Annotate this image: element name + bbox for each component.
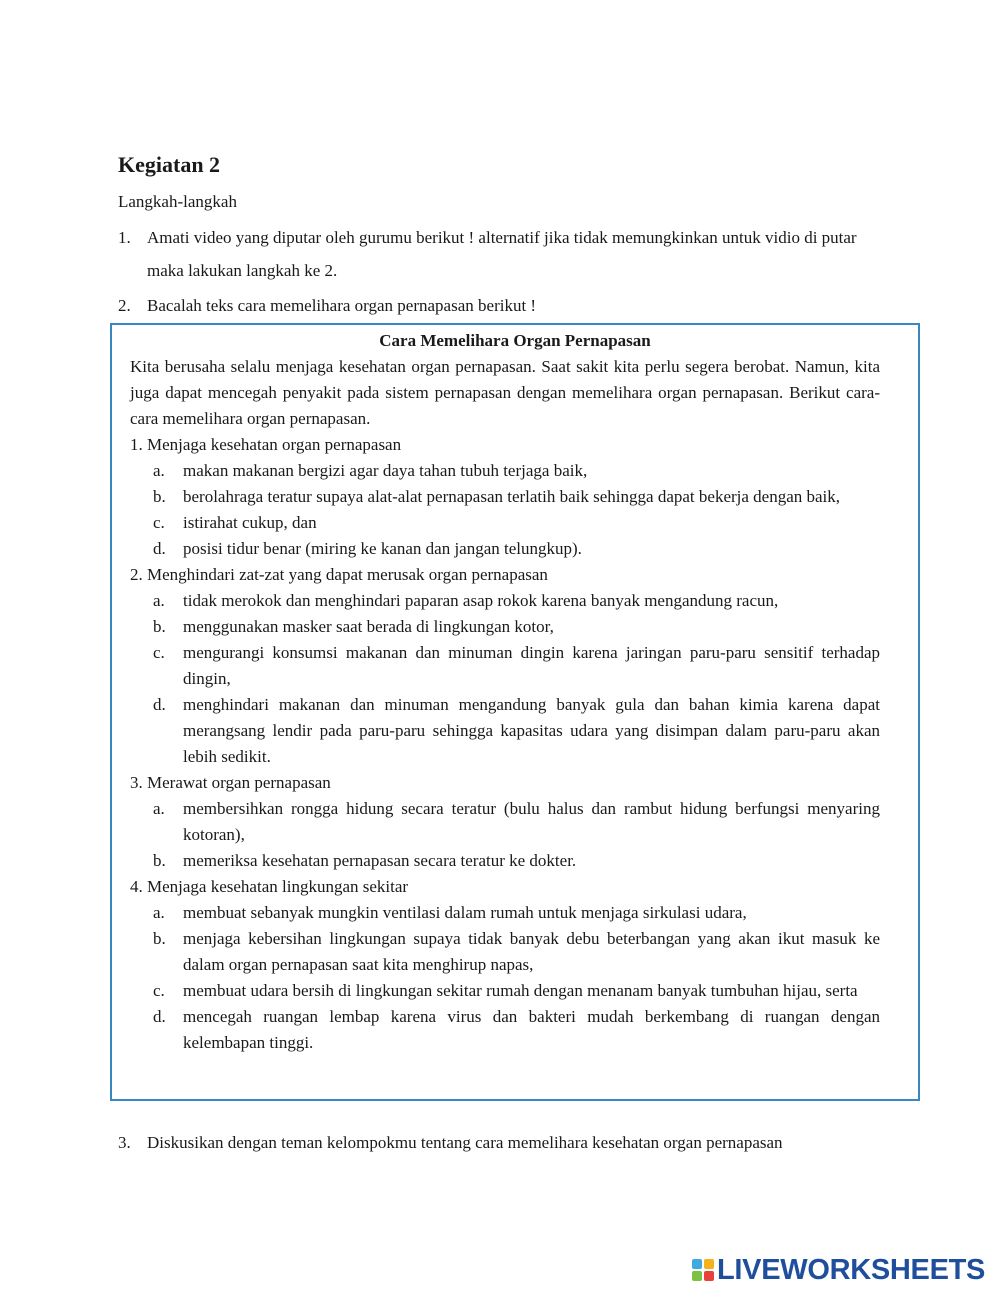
item-text: menjaga kebersihan lingkungan supaya tidak banyak debu beterbangan yang akan ikut masuk ke dalam organ pernapasan saat kita menghirup napas, (183, 929, 880, 974)
page-heading: Kegiatan 2 (118, 152, 221, 177)
item-text: membuat sebanyak mungkin ventilasi dalam rumah untuk menjaga sirkulasi udara, (183, 903, 747, 922)
reading-title: Cara Memelihara Organ Pernapasan (379, 331, 651, 350)
logo-tile (704, 1271, 714, 1281)
item-letter: a. (153, 461, 165, 480)
logo-tile (692, 1259, 702, 1269)
list-item (130, 614, 880, 640)
item-letter: b. (153, 851, 166, 870)
item-letter: d. (153, 695, 166, 714)
item-text: tidak merokok dan menghindari paparan asap rokok karena banyak mengandung racun, (183, 591, 779, 610)
step-2 (118, 289, 888, 322)
item-letter: c. (153, 513, 165, 532)
reading-intro: Kita berusaha selalu menjaga kesehatan organ pernapasan. Saat sakit kita perlu segera berobat. Namun, kita juga dapat mencegah penyakit pada sistem pernapasan dengan memelihara organ pernapasan. Berikut cara-cara memelihara organ pernapasan. (130, 357, 880, 428)
logo-tile (692, 1271, 702, 1281)
list-item (130, 978, 880, 1004)
logo-text: LIVEWORKSHEETS (717, 1253, 986, 1286)
list-item (130, 692, 880, 770)
list-item (130, 900, 880, 926)
reading-sections (130, 432, 880, 1056)
step-text: Bacalah teks cara memelihara organ pernapasan berikut ! (147, 296, 537, 315)
list-item (130, 458, 880, 484)
item-letter: c. (153, 981, 165, 1000)
item-text: makan makanan bergizi agar daya tahan tubuh terjaga baik, (183, 461, 588, 480)
reading-text-box (110, 323, 920, 1101)
section-title: 3. Merawat organ pernapasan (130, 773, 331, 792)
step-1 (118, 221, 888, 287)
item-letter: a. (153, 799, 165, 818)
item-text: menghindari makanan dan minuman mengandung banyak gula dan bahan kimia karena dapat merangsang lendir pada paru-paru sehingga kapasitas udara yang disimpan dalam paru-paru akan lebih sedikit. (183, 695, 880, 766)
section-title: 4. Menjaga kesehatan lingkungan sekitar (130, 877, 409, 896)
list-item (130, 510, 880, 536)
item-letter: d. (153, 539, 166, 558)
list-item (130, 640, 880, 692)
item-text: mengurangi konsumsi makanan dan minuman dingin karena jaringan paru-paru sensitif terhadap dingin, (183, 643, 880, 688)
section-items (130, 458, 880, 562)
item-text: membersihkan rongga hidung secara teratur (bulu halus dan rambut hidung berfungsi menyaring kotoran), (183, 799, 880, 844)
item-text: menggunakan masker saat berada di lingkungan kotor, (183, 617, 554, 636)
section-items (130, 588, 880, 770)
list-item (130, 484, 880, 510)
section-title: 1. Menjaga kesehatan organ pernapasan (130, 435, 402, 454)
item-letter: b. (153, 929, 166, 948)
step-number: 1. (118, 228, 131, 247)
list-item (130, 588, 880, 614)
item-text: membuat udara bersih di lingkungan sekitar rumah dengan menanam banyak tumbuhan hijau, serta (183, 981, 858, 1000)
item-letter: a. (153, 591, 165, 610)
item-text: memeriksa kesehatan pernapasan secara teratur ke dokter. (183, 851, 577, 870)
step-number: 3. (118, 1133, 131, 1152)
item-text: posisi tidur benar (miring ke kanan dan jangan telungkup). (183, 539, 582, 558)
item-text: istirahat cukup, dan (183, 513, 317, 532)
item-letter: c. (153, 643, 165, 662)
step-number: 2. (118, 296, 131, 315)
section-items (130, 796, 880, 874)
step-text: Amati video yang diputar oleh gurumu berikut ! alternatif jika tidak memungkinkan untuk vidio di putar maka lakukan langkah ke 2. (147, 228, 857, 280)
item-letter: b. (153, 487, 166, 506)
list-item (130, 536, 880, 562)
step-3 (118, 1126, 888, 1159)
list-item (130, 1004, 880, 1056)
item-letter: a. (153, 903, 165, 922)
section-title: 2. Menghindari zat-zat yang dapat merusak organ pernapasan (130, 565, 548, 584)
list-item (130, 848, 880, 874)
item-letter: d. (153, 1007, 166, 1026)
item-letter: b. (153, 617, 166, 636)
logo-tile (704, 1259, 714, 1269)
logo-mark-icon (692, 1259, 714, 1281)
item-text: berolahraga teratur supaya alat-alat pernapasan terlatih baik sehingga dapat bekerja dengan baik, (183, 487, 841, 506)
list-item (130, 796, 880, 848)
list-item (130, 926, 880, 978)
item-text: mencegah ruangan lembap karena virus dan bakteri mudah berkembang di ruangan dengan kelembapan tinggi. (183, 1007, 880, 1052)
step-text: Diskusikan dengan teman kelompokmu tentang cara memelihara kesehatan organ pernapasan (147, 1133, 783, 1152)
intro-text: Langkah-langkah (118, 192, 237, 211)
section-items (130, 900, 880, 1056)
liveworksheets-logo (692, 1253, 985, 1287)
